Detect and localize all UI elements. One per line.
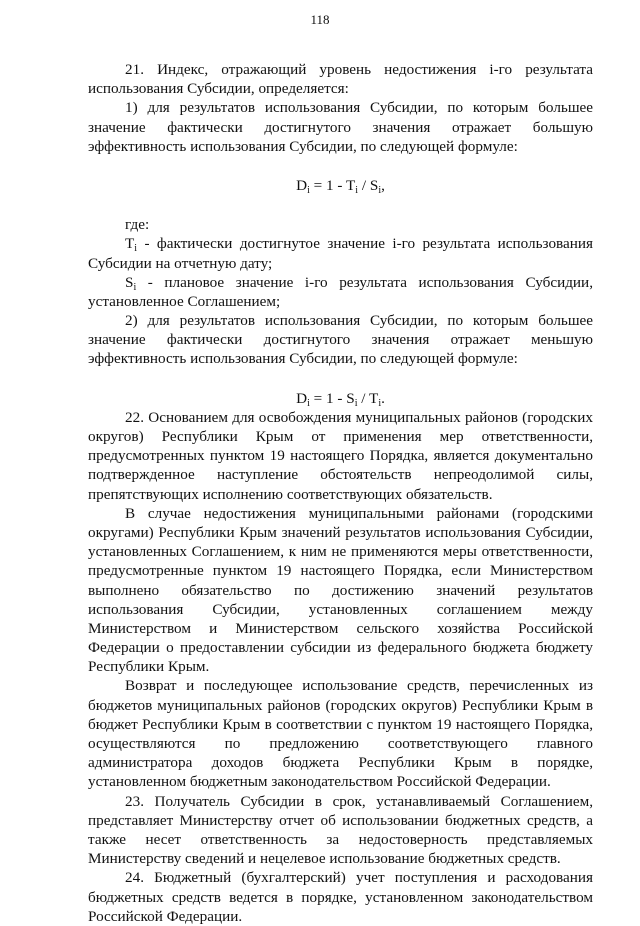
subscript: i xyxy=(307,184,310,196)
subscript: i xyxy=(134,243,138,255)
text-run: - фактически достигнутое значение i-го результата использования xyxy=(137,235,593,253)
text-line: бюджетов муниципальных районов (городских округов) Республики Крым в xyxy=(88,696,593,714)
text-run: / T xyxy=(357,389,379,407)
text-line xyxy=(88,273,593,292)
text-line: предусмотренные пунктом 19 настоящего Порядка, если Министерством xyxy=(88,562,593,580)
text-line: установленное Соглашением; xyxy=(88,292,281,310)
text-run: D xyxy=(296,176,308,194)
text-line: использования Субсидии, установленных соглашением между xyxy=(88,600,593,618)
text-line: Возврат и последующее использование средств, перечисленных из xyxy=(125,677,593,695)
text-line: установленном бюджетным законодательством Российской Федерации. xyxy=(88,773,551,791)
text-run: D xyxy=(296,389,308,407)
subscript: i xyxy=(133,281,137,293)
text-line: предусмотренных пунктом 19 настоящего Порядка, является документально xyxy=(88,447,593,465)
text-run: S xyxy=(125,273,134,291)
formula xyxy=(88,389,593,408)
subscript: i xyxy=(354,397,358,409)
text-line: препятствующих исполнению соответствующих обязательств. xyxy=(88,485,493,503)
text-line: эффективность использования Субсидии, по следующей формуле: xyxy=(88,137,518,155)
text-line: Министерству сведений и нецелевое использование бюджетных средств. xyxy=(88,850,561,868)
text-line: использования Субсидии, определяется: xyxy=(88,80,349,98)
text-run: T xyxy=(125,235,135,253)
subscript: i xyxy=(378,184,382,196)
text-line: бюджет Республики Крым в соответствии с пунктом 19 настоящего Порядка, xyxy=(88,715,593,733)
text-line xyxy=(88,234,593,253)
text-line: значение фактически достигнутого значения отражает меньшую xyxy=(88,331,593,349)
text-line: Республики Крым. xyxy=(88,658,210,676)
text-line: также несет ответственность за недостоверность представляемых xyxy=(88,830,593,848)
subscript: i xyxy=(355,184,359,196)
text-line: эффективность использования Субсидии, по следующей формуле: xyxy=(88,350,518,368)
text-line: 22. Основанием для освобождения муниципальных районов (городских xyxy=(125,408,593,426)
document-body xyxy=(88,60,593,926)
page-number: 118 xyxy=(310,12,330,27)
text-line: где: xyxy=(125,216,150,234)
text-line: округами) Республики Крым значений результатов использования Субсидии, xyxy=(88,523,593,541)
text-run: / S xyxy=(358,176,379,194)
text-run: , xyxy=(381,176,385,194)
text-line: значение фактически достигнутого значения отражает большую xyxy=(88,118,593,136)
text-line: Субсидии на отчетную дату; xyxy=(88,254,273,272)
text-run: - плановое значение i-го результата использования Субсидии, xyxy=(136,273,593,291)
text-line: Российской Федерации. xyxy=(88,907,243,925)
subscript: i xyxy=(378,397,382,409)
text-line: 1) для результатов использования Субсидии, по которым большее xyxy=(125,99,593,117)
text-line: установленных Соглашением, к ним не применяются меры ответственности, xyxy=(88,543,593,561)
text-run: = 1 - T xyxy=(309,176,356,194)
text-line: подтвержденное наступление обстоятельств непреодолимой силы, xyxy=(88,466,593,484)
text-line: 21. Индекс, отражающий уровень недостижения i-го результата xyxy=(125,61,593,78)
text-line: выполнено обязательство по достижению значений результатов xyxy=(88,581,593,599)
text-line: Министерством и Министерством сельского хозяйства Российской xyxy=(88,619,593,637)
text-line: 24. Бюджетный (бухгалтерский) учет поступления и расходования xyxy=(125,869,593,887)
text-run: = 1 - S xyxy=(309,389,355,407)
text-line: Федерации о предоставлении субсидии из федерального бюджета бюджету xyxy=(88,639,593,657)
text-line: администратора доходов бюджета Республики Крым в порядке, xyxy=(88,754,593,772)
formula xyxy=(88,176,593,195)
text-line: округов) Республики Крым от применения мер ответственности, xyxy=(88,428,593,445)
text-line: 2) для результатов использования Субсидии, по которым большее xyxy=(125,312,593,330)
text-line: осуществляются по предложению соответствующего главного xyxy=(88,735,593,752)
text-run: . xyxy=(381,389,385,407)
text-line: бюджетных средств ведется в порядке, установленном законодательством xyxy=(88,888,593,906)
text-line: В случае недостижения муниципальными районами (городскими xyxy=(125,504,593,522)
text-line: представляет Министерству отчет об использовании бюджетных средств, а xyxy=(88,811,593,829)
subscript: i xyxy=(307,397,310,409)
text-line: 23. Получатель Субсидии в срок, устанавливаемый Соглашением, xyxy=(125,792,593,810)
